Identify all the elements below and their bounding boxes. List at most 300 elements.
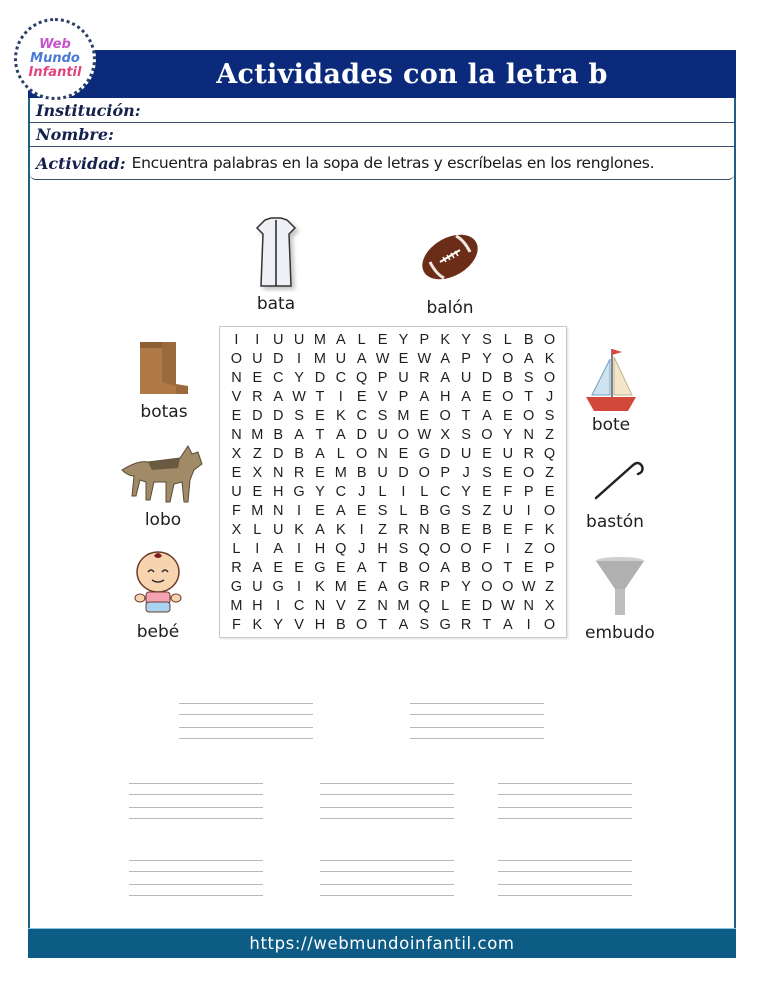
grid-letter: U xyxy=(231,483,242,500)
grid-letter: E xyxy=(482,388,492,405)
grid-letter: E xyxy=(294,559,304,576)
grid-letter: S xyxy=(523,369,534,386)
grid-letter: E xyxy=(461,597,471,614)
grid-letter: F xyxy=(232,502,241,519)
grid-letter: U xyxy=(377,464,388,481)
grid-letter: G xyxy=(230,578,243,595)
grid-letter: O xyxy=(356,616,368,633)
grid-letter: A xyxy=(273,388,284,405)
grid-letter: E xyxy=(502,407,513,424)
grid-letter: U xyxy=(502,502,514,519)
grid-letter: U xyxy=(272,521,284,538)
grid-letter: G xyxy=(397,578,410,595)
grid-letter: P xyxy=(440,578,451,595)
grid-letter: C xyxy=(293,597,305,614)
grid-letter: E xyxy=(356,502,367,519)
grid-letter: D xyxy=(252,407,263,424)
grid-letter: I xyxy=(401,483,406,500)
grid-letter: U xyxy=(293,331,305,348)
logo-text-mundo: Mundo xyxy=(30,51,80,66)
grid-letter: O xyxy=(502,578,514,595)
grid-letter: N xyxy=(523,426,534,443)
picture-label: lobo xyxy=(144,510,182,530)
grid-letter: L xyxy=(253,521,262,538)
grid-letter: Y xyxy=(315,483,325,500)
grid-letter: W xyxy=(375,350,390,367)
grid-letter: G xyxy=(293,483,305,500)
grid-letter: E xyxy=(252,369,263,386)
grid-letter: N xyxy=(272,464,284,481)
picture-embudo xyxy=(585,555,655,643)
grid-letter: E xyxy=(231,464,242,481)
grid-letter: A xyxy=(398,616,409,633)
grid-letter: J xyxy=(358,483,366,500)
grid-letter: D xyxy=(398,464,409,481)
grid-letter: L xyxy=(399,502,408,519)
grid-letter: X xyxy=(231,445,242,462)
grid-letter: O xyxy=(543,616,556,633)
picture-bata xyxy=(245,216,307,314)
grid-letter: T xyxy=(378,559,387,576)
grid-letter: O xyxy=(543,369,556,386)
grid-letter: R xyxy=(293,464,305,481)
funnel-icon xyxy=(591,555,649,619)
picture-bote xyxy=(582,345,640,435)
grid-letter: B xyxy=(440,521,451,538)
grid-letter: I xyxy=(234,331,239,348)
grid-letter: N xyxy=(314,597,326,614)
grid-letter: O xyxy=(230,350,243,367)
grid-letter: K xyxy=(440,331,451,348)
grid-letter: S xyxy=(419,616,430,633)
grid-letter: R xyxy=(419,369,430,386)
grid-letter: I xyxy=(297,578,302,595)
grid-letter: D xyxy=(356,426,367,443)
grid-letter: I xyxy=(505,540,510,557)
grid-letter: O xyxy=(543,331,556,348)
grid-letter: F xyxy=(524,521,534,538)
grid-letter: Y xyxy=(461,331,471,348)
grid-letter: N xyxy=(231,426,242,443)
grid-letter: P xyxy=(419,331,430,348)
football-icon xyxy=(418,226,482,288)
grid-letter: B xyxy=(273,426,284,443)
grid-letter: P xyxy=(377,369,388,386)
grid-letter: O xyxy=(418,559,430,576)
grid-letter: D xyxy=(481,597,493,614)
grid-letter: U xyxy=(460,369,472,386)
grid-letter: A xyxy=(294,426,304,443)
grid-letter: I xyxy=(255,540,260,557)
grid-letter: H xyxy=(314,616,326,633)
grid-letter: I xyxy=(276,597,281,614)
grid-letter: M xyxy=(397,407,410,424)
picture-label: bata xyxy=(256,294,296,314)
grid-letter: B xyxy=(482,521,492,538)
grid-letter: C xyxy=(335,369,347,386)
grid-letter: Z xyxy=(252,445,262,462)
answer-lines-8[interactable] xyxy=(498,860,632,906)
robe-icon xyxy=(245,216,307,292)
grid-letter: X xyxy=(231,521,242,538)
grid-letter: R xyxy=(252,388,263,405)
grid-letter: K xyxy=(335,521,346,538)
grid-letter: S xyxy=(482,331,492,348)
grid-letter: E xyxy=(398,350,409,367)
grid-letter: S xyxy=(294,407,304,424)
grid-letter: A xyxy=(335,502,346,519)
grid-letter: N xyxy=(419,521,430,538)
site-logo xyxy=(14,18,96,100)
grid-letter: B xyxy=(523,331,534,348)
grid-letter: Y xyxy=(398,331,409,348)
grid-letter: N xyxy=(231,369,242,386)
grid-letter: E xyxy=(398,445,409,462)
logo-text-infantil: Infantil xyxy=(28,65,82,80)
grid-letter: M xyxy=(251,502,264,519)
grid-letter: A xyxy=(440,369,451,386)
grid-letter: S xyxy=(377,502,388,519)
grid-letter: T xyxy=(524,388,534,405)
grid-letter: A xyxy=(440,559,451,576)
grid-letter: X xyxy=(440,426,451,443)
grid-letter: G xyxy=(418,445,430,462)
picture-bebe xyxy=(128,548,188,642)
grid-letter: A xyxy=(356,559,367,576)
grid-letter: M xyxy=(334,464,347,481)
grid-letter: I xyxy=(338,388,343,405)
grid-letter: Z xyxy=(357,597,367,614)
grid-letter: A xyxy=(419,388,430,405)
grid-letter: B xyxy=(461,559,471,576)
grid-letter: E xyxy=(273,559,284,576)
grid-letter: O xyxy=(397,426,410,443)
grid-letter: E xyxy=(482,483,492,500)
boots-icon xyxy=(134,338,194,396)
grid-letter: N xyxy=(377,445,388,462)
grid-letter: E xyxy=(523,559,534,576)
grid-letter: A xyxy=(440,350,451,367)
grid-letter: W xyxy=(500,597,515,614)
grid-letter: N xyxy=(377,597,388,614)
footer-url: https://webmundoinfantil.com xyxy=(28,928,736,958)
grid-letter: Y xyxy=(461,483,471,500)
grid-letter: D xyxy=(272,445,284,462)
grid-letter: M xyxy=(334,578,347,595)
baby-icon xyxy=(128,548,188,618)
grid-letter: C xyxy=(272,369,284,386)
grid-letter: T xyxy=(315,388,325,405)
grid-letter: H xyxy=(272,483,284,500)
grid-letter: M xyxy=(313,350,326,367)
grid-letter: U xyxy=(252,350,263,367)
grid-letter: Y xyxy=(482,350,492,367)
answer-lines-7[interactable] xyxy=(320,860,454,906)
grid-letter: U xyxy=(398,369,409,386)
grid-letter: Q xyxy=(335,540,347,557)
grid-letter: D xyxy=(314,369,326,386)
grid-letter: E xyxy=(315,464,325,481)
grid-letter: E xyxy=(356,578,367,595)
picture-baston xyxy=(584,456,646,532)
grid-letter: E xyxy=(231,407,242,424)
grid-letter: M xyxy=(313,331,326,348)
grid-letter: B xyxy=(502,369,513,386)
grid-letter: W xyxy=(417,350,432,367)
grid-letter: S xyxy=(482,464,492,481)
grid-letter: L xyxy=(420,483,429,500)
grid-letter: U xyxy=(460,445,472,462)
page-title: Actividades con la letra b xyxy=(28,50,736,98)
institucion-field[interactable] xyxy=(30,98,734,123)
grid-letter: A xyxy=(523,350,534,367)
grid-letter: G xyxy=(272,578,284,595)
grid-letter: S xyxy=(461,426,471,443)
grid-letter: K xyxy=(544,350,555,367)
grid-letter: I xyxy=(526,616,531,633)
grid-letter: X xyxy=(252,464,263,481)
grid-letter: V xyxy=(377,388,388,405)
grid-letter: O xyxy=(502,388,514,405)
grid-letter: T xyxy=(482,616,492,633)
grid-letter: W xyxy=(417,426,432,443)
grid-letter: O xyxy=(481,578,493,595)
grid-letter: L xyxy=(232,540,241,557)
grid-letter: L xyxy=(441,597,450,614)
grid-letter: L xyxy=(503,331,512,348)
grid-letter: W xyxy=(521,578,536,595)
grid-letter: E xyxy=(461,521,471,538)
grid-letter: I xyxy=(255,331,260,348)
answer-lines-1[interactable] xyxy=(179,703,313,749)
grid-letter: R xyxy=(523,445,534,462)
grid-letter: O xyxy=(523,464,535,481)
grid-letter: T xyxy=(503,559,513,576)
grid-letter: I xyxy=(297,540,302,557)
grid-letter: R xyxy=(398,521,409,538)
grid-letter: Y xyxy=(294,369,304,386)
grid-letter: F xyxy=(232,616,241,633)
grid-letter: B xyxy=(356,464,367,481)
grid-letter: H xyxy=(314,540,326,557)
grid-letter: Y xyxy=(273,616,284,633)
cane-icon xyxy=(584,456,646,504)
grid-letter: M xyxy=(251,426,264,443)
grid-letter: L xyxy=(357,331,366,348)
grid-letter: X xyxy=(544,597,555,614)
grid-letter: N xyxy=(272,502,284,519)
grid-letter: N xyxy=(523,597,534,614)
grid-letter: O xyxy=(543,540,556,557)
grid-letter: H xyxy=(252,597,263,614)
grid-letter: O xyxy=(439,540,451,557)
grid-letter: K xyxy=(252,616,263,633)
grid-letter: R xyxy=(460,616,472,633)
word-search-grid xyxy=(219,326,567,638)
grid-letter: A xyxy=(482,407,492,424)
grid-letter: S xyxy=(461,502,471,519)
grid-letter: E xyxy=(544,483,555,500)
grid-letter: D xyxy=(272,407,284,424)
grid-letter: M xyxy=(397,597,410,614)
grid-letter: I xyxy=(297,502,302,519)
grid-letter: B xyxy=(335,616,346,633)
actividad-row xyxy=(30,147,734,180)
grid-letter: Y xyxy=(461,578,471,595)
grid-letter: B xyxy=(398,559,409,576)
grid-letter: Z xyxy=(545,464,554,481)
grid-letter: F xyxy=(503,483,513,500)
grid-letter: E xyxy=(315,502,325,519)
grid-letter: P xyxy=(440,464,451,481)
grid-letter: A xyxy=(315,521,325,538)
grid-letter: C xyxy=(439,483,451,500)
grid-letter: P xyxy=(398,388,409,405)
grid-letter: O xyxy=(502,350,514,367)
grid-letter: R xyxy=(419,578,430,595)
grid-letter: E xyxy=(335,559,346,576)
grid-letter: D xyxy=(439,445,451,462)
grid-letter: O xyxy=(481,559,493,576)
grid-letter: E xyxy=(502,521,513,538)
grid-letter: D xyxy=(481,369,493,386)
grid-letter: Q xyxy=(356,369,368,386)
grid-letter: S xyxy=(377,407,388,424)
grid-letter: G xyxy=(439,616,451,633)
grid-letter: V xyxy=(335,597,346,614)
grid-letter: A xyxy=(335,426,346,443)
nombre-field[interactable] xyxy=(30,123,734,147)
grid-letter: A xyxy=(315,445,325,462)
grid-letter: J xyxy=(462,464,470,481)
grid-letter: F xyxy=(482,540,492,557)
picture-label: bebé xyxy=(136,622,180,642)
grid-letter: Z xyxy=(524,540,534,557)
grid-letter: U xyxy=(335,350,347,367)
grid-letter: U xyxy=(252,578,263,595)
picture-label: embudo xyxy=(585,623,655,643)
grid-letter: H xyxy=(377,540,388,557)
grid-letter: Y xyxy=(502,426,513,443)
grid-letter: A xyxy=(273,540,284,557)
grid-letter: Z xyxy=(545,578,554,595)
picture-label: bastón xyxy=(586,512,644,532)
grid-letter: E xyxy=(356,388,367,405)
grid-letter: Q xyxy=(418,597,430,614)
grid-letter: O xyxy=(460,540,472,557)
grid-letter: H xyxy=(439,388,451,405)
grid-letter: A xyxy=(377,578,388,595)
grid-letter: L xyxy=(336,445,345,462)
answer-lines-2[interactable] xyxy=(410,703,544,749)
grid-letter: S xyxy=(398,540,409,557)
grid-letter: J xyxy=(358,540,366,557)
grid-letter: E xyxy=(377,331,388,348)
grid-letter: P xyxy=(461,350,471,367)
grid-letter: O xyxy=(543,502,556,519)
grid-letter: G xyxy=(439,502,451,519)
grid-letter: E xyxy=(252,483,263,500)
grid-letter: M xyxy=(230,597,243,614)
grid-letter: U xyxy=(377,426,388,443)
grid-letter: I xyxy=(526,502,531,519)
grid-letter: B xyxy=(294,445,304,462)
grid-letter: D xyxy=(272,350,284,367)
grid-letter: R xyxy=(231,559,242,576)
grid-letter: A xyxy=(252,559,263,576)
grid-letter: B xyxy=(419,502,430,519)
grid-letter: K xyxy=(544,521,555,538)
grid-letter: G xyxy=(314,559,326,576)
grid-letter: E xyxy=(482,445,492,462)
picture-botas xyxy=(134,338,194,422)
grid-letter: I xyxy=(359,521,364,538)
picture-balon xyxy=(418,226,482,318)
grid-letter: E xyxy=(502,464,513,481)
grid-letter: V xyxy=(231,388,242,405)
grid-letter: O xyxy=(439,407,451,424)
wolf-icon xyxy=(118,440,208,508)
grid-letter: S xyxy=(544,407,555,424)
picture-label: bote xyxy=(591,415,631,435)
sailboat-icon xyxy=(582,345,640,415)
grid-letter: P xyxy=(523,483,534,500)
grid-letter: A xyxy=(335,331,346,348)
grid-letter: Z xyxy=(482,502,492,519)
grid-letter: C xyxy=(335,483,347,500)
grid-letter: K xyxy=(294,521,304,538)
grid-letter: Z xyxy=(545,426,554,443)
grid-letter: Z xyxy=(378,521,387,538)
grid-letter: T xyxy=(461,407,471,424)
grid-letter: E xyxy=(315,407,325,424)
grid-letter: I xyxy=(297,350,302,367)
logo-text-web: Web xyxy=(39,37,71,52)
answer-lines-3[interactable] xyxy=(129,783,263,829)
grid-letter: P xyxy=(544,559,555,576)
grid-letter: O xyxy=(418,464,430,481)
actividad-instructions: Encuentra palabras en la sopa de letras y escríbelas en los renglones. xyxy=(131,154,655,172)
picture-label: botas xyxy=(140,402,188,422)
grid-letter: T xyxy=(315,426,325,443)
grid-letter: A xyxy=(356,350,367,367)
grid-letter: W xyxy=(292,388,306,405)
grid-letter: L xyxy=(378,483,387,500)
actividad-label: Actividad: xyxy=(36,153,126,173)
grid-letter: O xyxy=(523,407,535,424)
grid-letter: K xyxy=(335,407,346,424)
grid-letter: K xyxy=(315,578,325,595)
picture-label: balón xyxy=(426,298,474,318)
grid-letter: T xyxy=(378,616,387,633)
grid-letter: A xyxy=(461,388,471,405)
grid-letter: V xyxy=(294,616,304,633)
institucion-label: Institución: xyxy=(36,100,141,120)
grid-letter: E xyxy=(419,407,430,424)
grid-letter: C xyxy=(356,407,367,424)
answer-lines-5[interactable] xyxy=(498,783,632,829)
grid-letter: J xyxy=(545,388,554,405)
grid-letter: A xyxy=(502,616,513,633)
nombre-label: Nombre: xyxy=(36,125,114,144)
grid-letter: O xyxy=(481,426,493,443)
grid-letter: Q xyxy=(418,540,430,557)
answer-lines-4[interactable] xyxy=(320,783,454,829)
answer-lines-6[interactable] xyxy=(129,860,263,906)
picture-lobo xyxy=(118,440,208,530)
grid-letter: Q xyxy=(543,445,556,462)
grid-letter: U xyxy=(272,331,284,348)
